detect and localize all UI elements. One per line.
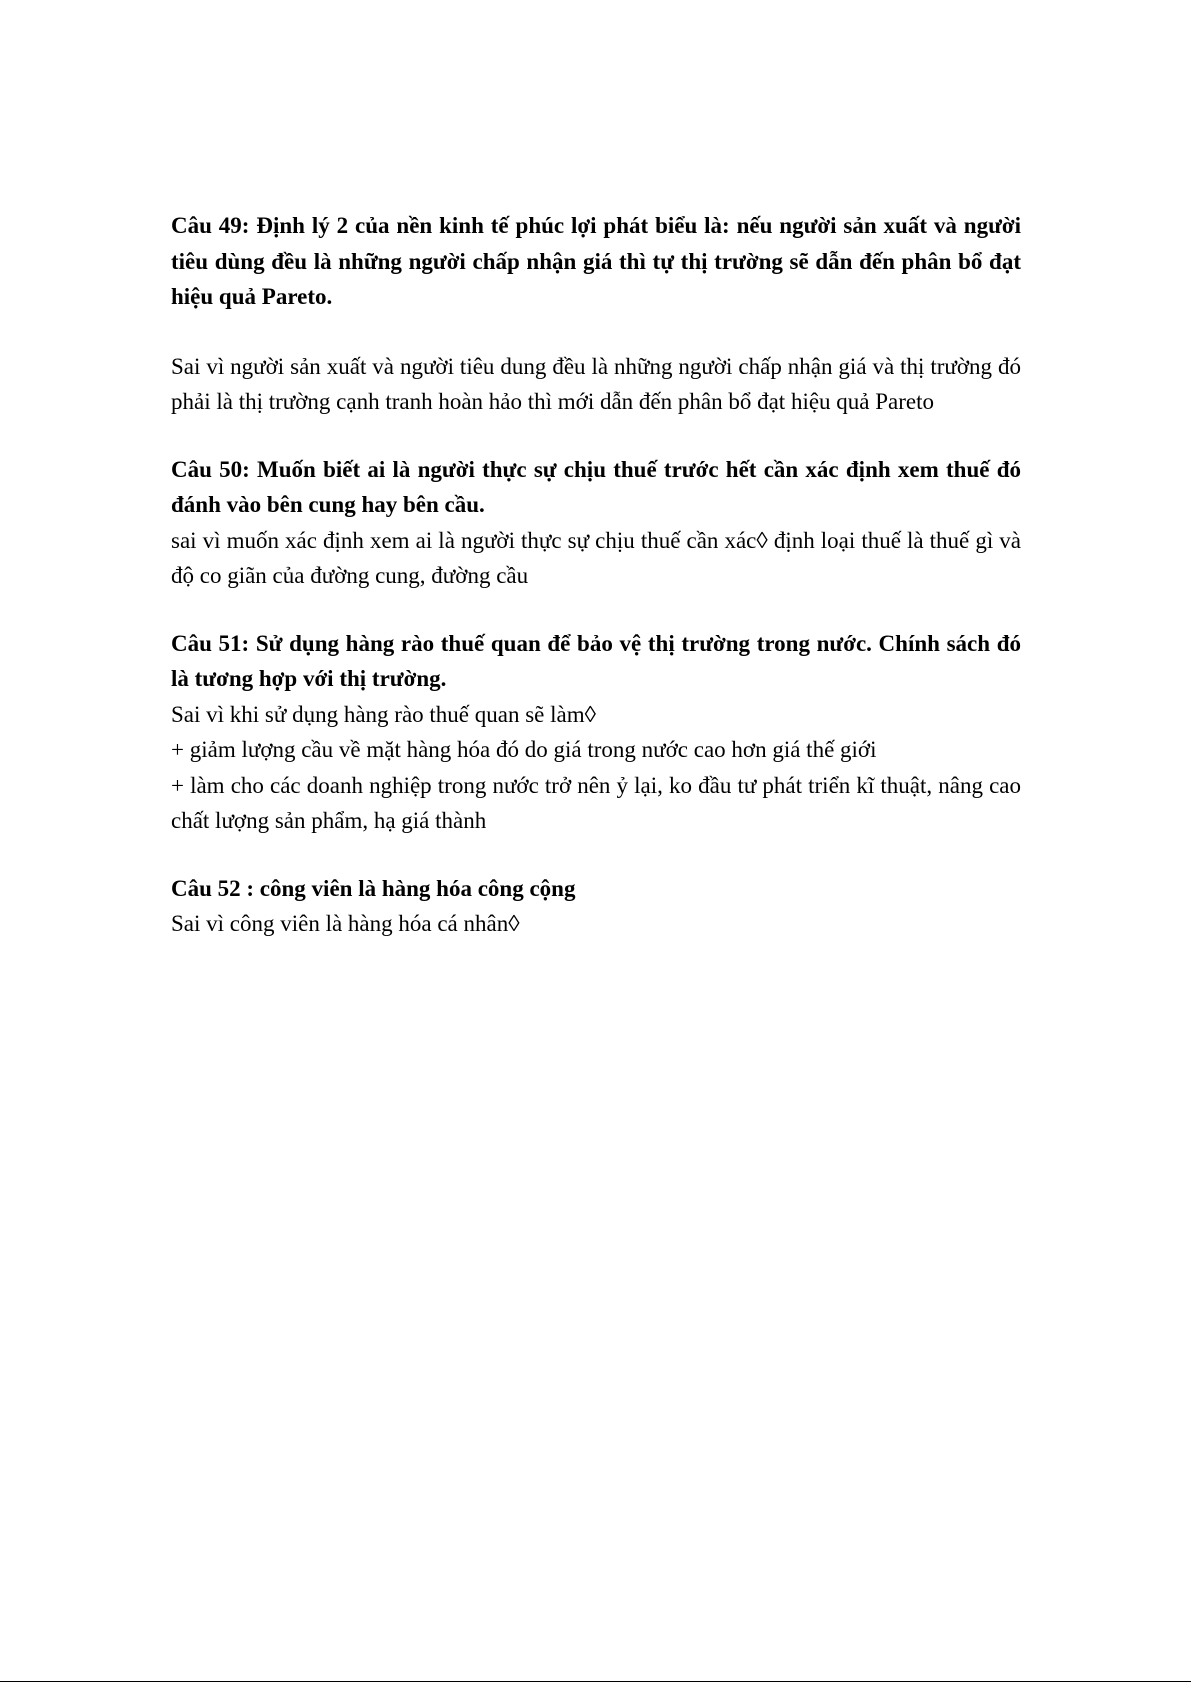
answer-50: sai vì muốn xác định xem ai là người thực sự chịu thuế cần xác◊ định loại thuế là thuế gì và độ co giãn của đường cung, đường cầu [171,527,1021,588]
document-body [171,208,1021,942]
spacer [171,839,1021,871]
answer-52: Sai vì công viên là hàng hóa cá nhân◊ [171,911,520,936]
question-51: Câu 51: Sử dụng hàng rào thuế quan để bảo vệ thị trường trong nước. Chính sách đó là tương hợp với thị trường. [171,630,1021,691]
answer-51-line-2: + giảm lượng cầu về mặt hàng hóa đó do giá trong nước cao hơn giá thế giới [171,737,877,762]
answer-49: Sai vì người sản xuất và người tiêu dung đều là những người chấp nhận giá và thị trường đó phải là thị trường cạnh tranh hoàn hảo thì mới dẫn đến phân bổ đạt hiệu quả Pareto [171,353,1021,414]
question-52: Câu 52 : công viên là hàng hóa công cộng [171,875,576,901]
question-50: Câu 50: Muốn biết ai là người thực sự chịu thuế trước hết cần xác định xem thuế đó đánh vào bên cung hay bên cầu. [171,456,1021,517]
spacer [171,594,1021,626]
answer-51-line-1: Sai vì khi sử dụng hàng rào thuế quan sẽ làm◊ [171,701,596,727]
question-49: Câu 49: Định lý 2 của nền kinh tế phúc lợi phát biểu là: nếu người sản xuất và người tiêu dùng đều là những người chấp nhận giá thì tự thị trường sẽ dẫn đến phân bổ đạt hiệu quả Pareto. [171,213,1021,309]
page-bottom-rule [0,1681,1191,1682]
spacer [171,420,1021,452]
spacer [171,315,1021,349]
answer-51-line-3: + làm cho các doanh nghiệp trong nước trở nên ỷ lại, ko đầu tư phát triển kĩ thuật, nâng cao chất lượng sản phẩm, hạ giá thành [171,772,1021,833]
